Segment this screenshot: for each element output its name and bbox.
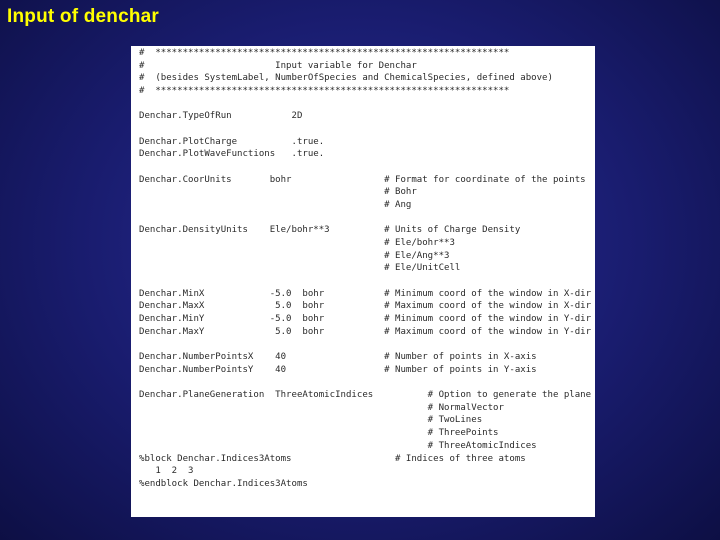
code-line: # ThreeAtomicIndices	[139, 440, 537, 451]
code-line: Denchar.PlaneGeneration ThreeAtomicIndices # Option to generate the plane	[139, 390, 592, 401]
code-line: Denchar.MaxY 5.0 bohr # Maximum coord of the window in Y-dir	[139, 326, 592, 337]
code-listing	[139, 47, 591, 491]
code-line	[139, 376, 591, 389]
code-line: # NormalVector	[139, 402, 504, 413]
code-line: # *****************************************************************	[139, 86, 510, 97]
code-line: Denchar.PlotCharge .true.	[139, 136, 325, 147]
code-line: # ThreePoints	[139, 428, 499, 439]
code-line: # (besides SystemLabel, NumberOfSpecies and ChemicalSpecies, defined above)	[139, 73, 553, 84]
code-line	[139, 161, 591, 174]
code-line: # Input variable for Denchar	[139, 60, 417, 71]
code-line: Denchar.MinY -5.0 bohr # Minimum coord of the window in Y-dir	[139, 314, 592, 325]
code-line: # TwoLines	[139, 415, 483, 426]
code-line: Denchar.PlotWaveFunctions .true.	[139, 149, 325, 160]
code-line: Denchar.NumberPointsX 40 # Number of points in X-axis	[139, 352, 537, 363]
code-line: # Bohr	[139, 187, 417, 198]
code-line: # Ele/Ang**3	[139, 250, 450, 261]
code-line: Denchar.MaxX 5.0 bohr # Maximum coord of the window in X-dir	[139, 301, 592, 312]
code-line	[139, 123, 591, 136]
slide-title: Input of denchar	[7, 6, 160, 27]
code-line: %block Denchar.Indices3Atoms # Indices of three atoms	[139, 453, 526, 464]
code-line: # Ang	[139, 200, 412, 211]
code-line	[139, 212, 591, 225]
code-line: Denchar.NumberPointsY 40 # Number of points in Y-axis	[139, 364, 537, 375]
code-line: Denchar.MinX -5.0 bohr # Minimum coord of the window in X-dir	[139, 288, 592, 299]
code-line	[139, 98, 591, 111]
code-line: # *****************************************************************	[139, 48, 510, 58]
code-line: Denchar.TypeOfRun 2D	[139, 111, 303, 122]
code-line	[139, 275, 591, 288]
code-line: 1 2 3	[139, 466, 194, 477]
code-panel	[131, 46, 595, 517]
code-line: Denchar.DensityUnits Ele/bohr**3 # Units of Charge Density	[139, 225, 521, 236]
code-line: Denchar.CoorUnits bohr # Format for coordinate of the points	[139, 174, 586, 185]
code-line: %endblock Denchar.Indices3Atoms	[139, 478, 308, 489]
code-line: # Ele/bohr**3	[139, 238, 455, 249]
code-line: # Ele/UnitCell	[139, 263, 461, 274]
code-line	[139, 338, 591, 351]
